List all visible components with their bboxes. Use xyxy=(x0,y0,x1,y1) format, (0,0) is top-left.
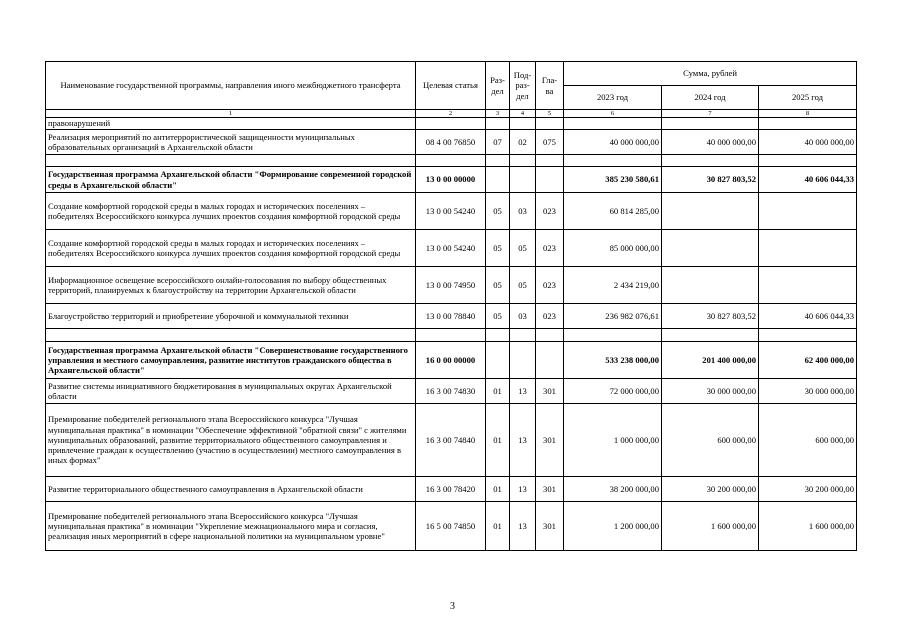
column-number: 3 xyxy=(486,110,510,118)
header-sum: Сумма, рублей xyxy=(564,62,857,86)
row-sum-2024: 30 000 000,00 xyxy=(662,379,759,404)
row-name: Премирование победителей регионального этапа Всероссийского конкурса "Лучшая муниципальная практика" в номинации "Укрепление межнационального мира и согласия, реализация иных мероприятий в сфере национальной политики на муниципальном уровне" xyxy=(46,502,416,551)
row-name: Создание комфортной городской среды в малых городах и исторических поселениях – победителях Всероссийского конкурса лучших проектов создания комфортной городской среды xyxy=(46,230,416,267)
row-podrazdel: 13 xyxy=(510,379,536,404)
row-glava: 023 xyxy=(536,304,564,329)
column-number: 1 xyxy=(46,110,416,118)
row-name: Государственная программа Архангельской области "Совершенствование государственного управления и местного самоуправления, развитие институтов гражданского общества в Архангельской области" xyxy=(46,342,416,379)
header-chapter: Гла-ва xyxy=(536,62,564,110)
row-razdel xyxy=(486,118,510,130)
row-sum-2023: 236 982 076,61 xyxy=(564,304,662,329)
spacer-row xyxy=(46,155,857,167)
row-podrazdel: 05 xyxy=(510,267,536,304)
table-row-program xyxy=(46,342,857,379)
table-row xyxy=(46,267,857,304)
table-row xyxy=(46,130,857,155)
row-sum-2023: 533 238 000,00 xyxy=(564,342,662,379)
table-row xyxy=(46,230,857,267)
row-sum-2024: 600 000,00 xyxy=(662,404,759,477)
row-glava: 301 xyxy=(536,502,564,551)
column-number: 7 xyxy=(662,110,759,118)
row-glava xyxy=(536,342,564,379)
row-sum-2023: 40 000 000,00 xyxy=(564,130,662,155)
row-sum-2024: 201 400 000,00 xyxy=(662,342,759,379)
row-podrazdel: 03 xyxy=(510,193,536,230)
row-name: правонарушений xyxy=(46,118,416,130)
row-sum-2024 xyxy=(662,267,759,304)
row-sum-2025: 600 000,00 xyxy=(759,404,857,477)
row-sum-2025 xyxy=(759,193,857,230)
header-section: Раз-дел xyxy=(486,62,510,110)
spacer-row xyxy=(46,329,857,342)
row-name: Развитие системы инициативного бюджетирования в муниципальных округах Архангельской области xyxy=(46,379,416,404)
row-name: Государственная программа Архангельской области "Формирование современной городской среды в Архангельской области" xyxy=(46,167,416,193)
header-year-2023: 2023 год xyxy=(564,86,662,110)
row-razdel: 01 xyxy=(486,404,510,477)
row-sum-2025 xyxy=(759,230,857,267)
row-sum-2024: 30 827 803,52 xyxy=(662,167,759,193)
row-sum-2024 xyxy=(662,230,759,267)
row-sum-2025: 30 000 000,00 xyxy=(759,379,857,404)
row-glava: 023 xyxy=(536,267,564,304)
column-number-row xyxy=(46,110,857,118)
header-name: Наименование государственной программы, направления иного межбюджетного трансферта xyxy=(46,62,416,110)
row-glava: 301 xyxy=(536,379,564,404)
column-number: 6 xyxy=(564,110,662,118)
row-code: 16 3 00 78420 xyxy=(416,477,486,502)
row-glava: 301 xyxy=(536,477,564,502)
row-sum-2024: 30 827 803,52 xyxy=(662,304,759,329)
row-sum-2023: 1 200 000,00 xyxy=(564,502,662,551)
column-number: 4 xyxy=(510,110,536,118)
row-name: Благоустройство территорий и приобретение уборочной и коммунальной техники xyxy=(46,304,416,329)
table-row-program xyxy=(46,167,857,193)
row-podrazdel xyxy=(510,342,536,379)
row-glava: 023 xyxy=(536,193,564,230)
row-sum-2025: 1 600 000,00 xyxy=(759,502,857,551)
row-glava: 075 xyxy=(536,130,564,155)
row-sum-2023: 85 000 000,00 xyxy=(564,230,662,267)
row-sum-2023: 38 200 000,00 xyxy=(564,477,662,502)
table-row xyxy=(46,404,857,477)
row-name: Премирование победителей регионального этапа Всероссийского конкурса "Лучшая муниципальная практика" в номинации "Обеспечение эффективной "обратной связи" с жителями муниципальных образований, развитие территориального общественного самоуправления и привлечение граждан к осуществлению (участию в осуществлении) местного самоуправления в иных формах" xyxy=(46,404,416,477)
table-row xyxy=(46,193,857,230)
row-podrazdel: 03 xyxy=(510,304,536,329)
row-sum-2024: 1 600 000,00 xyxy=(662,502,759,551)
budget-table xyxy=(45,61,857,551)
table-row xyxy=(46,118,857,130)
row-podrazdel: 02 xyxy=(510,130,536,155)
row-razdel: 05 xyxy=(486,193,510,230)
table-row xyxy=(46,379,857,404)
row-razdel: 05 xyxy=(486,230,510,267)
row-podrazdel: 13 xyxy=(510,404,536,477)
table-row xyxy=(46,477,857,502)
row-sum-2023: 1 000 000,00 xyxy=(564,404,662,477)
table-row xyxy=(46,502,857,551)
column-number: 5 xyxy=(536,110,564,118)
row-name: Реализация мероприятий по антитеррористической защищенности муниципальных образовательных организаций в Архангельской области xyxy=(46,130,416,155)
row-razdel: 01 xyxy=(486,502,510,551)
row-glava: 301 xyxy=(536,404,564,477)
row-code xyxy=(416,118,486,130)
row-sum-2024 xyxy=(662,118,759,130)
row-glava xyxy=(536,167,564,193)
page-number: 3 xyxy=(450,601,455,612)
row-sum-2025: 40 606 044,33 xyxy=(759,167,857,193)
row-razdel: 05 xyxy=(486,267,510,304)
header-year-2025: 2025 год xyxy=(759,86,857,110)
row-sum-2025: 62 400 000,00 xyxy=(759,342,857,379)
row-code: 13 0 00 00000 xyxy=(416,167,486,193)
row-sum-2023: 385 230 580,61 xyxy=(564,167,662,193)
row-podrazdel: 13 xyxy=(510,502,536,551)
row-sum-2025: 40 606 044,33 xyxy=(759,304,857,329)
row-podrazdel: 05 xyxy=(510,230,536,267)
column-number: 8 xyxy=(759,110,857,118)
row-razdel: 01 xyxy=(486,477,510,502)
row-sum-2023: 72 000 000,00 xyxy=(564,379,662,404)
row-razdel: 01 xyxy=(486,379,510,404)
header-year-2024: 2024 год xyxy=(662,86,759,110)
row-sum-2023 xyxy=(564,118,662,130)
row-code: 16 3 00 74830 xyxy=(416,379,486,404)
row-code: 13 0 00 54240 xyxy=(416,193,486,230)
row-name: Информационное освещение всероссийского онлайн-голосования по выбору общественных территорий, планируемых к благоустройству на территории Архангельской области xyxy=(46,267,416,304)
header-subsection: Под-раз-дел xyxy=(510,62,536,110)
row-razdel xyxy=(486,167,510,193)
table-row xyxy=(46,304,857,329)
row-code: 13 0 00 74950 xyxy=(416,267,486,304)
row-podrazdel xyxy=(510,118,536,130)
row-glava xyxy=(536,118,564,130)
column-number: 2 xyxy=(416,110,486,118)
row-podrazdel xyxy=(510,167,536,193)
header-target: Целевая статья xyxy=(416,62,486,110)
row-sum-2025: 30 200 000,00 xyxy=(759,477,857,502)
row-sum-2024: 30 200 000,00 xyxy=(662,477,759,502)
row-razdel: 07 xyxy=(486,130,510,155)
row-name: Создание комфортной городской среды в малых городах и исторических поселениях – победителях Всероссийского конкурса лучших проектов создания комфортной городской среды xyxy=(46,193,416,230)
row-code: 16 3 00 74840 xyxy=(416,404,486,477)
header-row-top xyxy=(46,62,857,86)
row-sum-2024 xyxy=(662,193,759,230)
row-sum-2025 xyxy=(759,267,857,304)
row-code: 08 4 00 76850 xyxy=(416,130,486,155)
row-sum-2023: 2 434 219,00 xyxy=(564,267,662,304)
row-code: 16 0 00 00000 xyxy=(416,342,486,379)
row-sum-2024: 40 000 000,00 xyxy=(662,130,759,155)
row-sum-2025 xyxy=(759,118,857,130)
row-razdel xyxy=(486,342,510,379)
row-glava: 023 xyxy=(536,230,564,267)
row-podrazdel: 13 xyxy=(510,477,536,502)
row-code: 13 0 00 78840 xyxy=(416,304,486,329)
row-name: Развитие территориального общественного самоуправления в Архангельской области xyxy=(46,477,416,502)
row-sum-2025: 40 000 000,00 xyxy=(759,130,857,155)
row-code: 16 5 00 74850 xyxy=(416,502,486,551)
row-code: 13 0 00 54240 xyxy=(416,230,486,267)
row-razdel: 05 xyxy=(486,304,510,329)
row-sum-2023: 60 814 285,00 xyxy=(564,193,662,230)
